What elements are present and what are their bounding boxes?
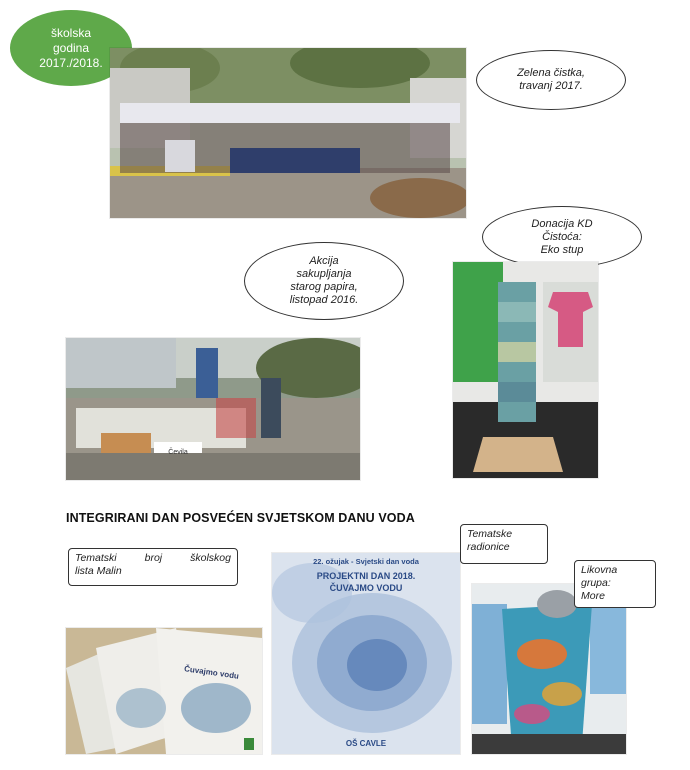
badge-line-3: 2017./2018. [39, 55, 103, 70]
art-group-photo [472, 584, 626, 754]
box-label: Čevila [168, 448, 188, 456]
callout-akcija-line-2: sakupljanja [296, 268, 352, 280]
poster-headline-2: ČUVAJMO VODU [329, 583, 403, 593]
label-radionice-line-1: Tematske [467, 528, 513, 540]
badge-line-2: godina [52, 40, 90, 55]
callout-zelena-line-2: travanj 2017. [519, 80, 583, 92]
label-tematski-line-1 [75, 552, 231, 565]
label-tematski-word-2: broj [144, 552, 163, 564]
badge-line-1: školska [50, 25, 91, 40]
group-photo-image [110, 48, 466, 218]
callout-zelena-line-1: Zelena čistka, [517, 67, 585, 79]
label-likovna-line-3: More [581, 590, 605, 602]
label-likovna-grupa [574, 560, 656, 608]
callout-akcija-line-3: starog papira, [290, 281, 358, 293]
poster-footer: OŠ CAVLE [345, 739, 387, 748]
callout-akcija-line-4: listopad 2016. [289, 294, 359, 306]
callout-donacija [482, 206, 642, 268]
art-group-image [472, 584, 626, 754]
cover-title: Čuvajmo vodu [183, 664, 240, 681]
magazine-covers-photo [66, 628, 262, 754]
eco-pillar-image [453, 262, 598, 478]
label-tematski-word-1: Tematski [75, 552, 117, 564]
callout-akcija-line-1: Akcija [309, 255, 339, 267]
callout-donacija-line-2: Čistoća: [542, 230, 582, 243]
label-likovna-line-1: Likovna [581, 564, 618, 576]
section-heading: INTEGRIRANI DAN POSVEĆEN SVJETSKOM DANU VODA [66, 511, 415, 525]
callout-donacija-line-3: Eko stup [540, 243, 584, 256]
callout-donacija-line-1: Donacija KD [531, 217, 593, 230]
label-tematski-word-3: školskog [190, 552, 231, 564]
group-photo [110, 48, 466, 218]
label-tematski-line-2: lista Malin [75, 565, 122, 577]
label-radionice-line-2: radionice [467, 541, 510, 553]
poster-headline-1: PROJEKTNI DAN 2018. [316, 571, 416, 581]
label-likovna-line-2: grupa: [581, 577, 611, 589]
label-tematske-radionice [460, 524, 548, 564]
callout-akcija [244, 242, 404, 320]
world-water-day-poster [272, 553, 460, 754]
magazine-covers-image [66, 628, 262, 754]
eco-pillar-photo [453, 262, 598, 478]
callout-zelena-cistka [476, 50, 626, 110]
label-tematski-broj [68, 548, 238, 586]
paper-collection-image [66, 338, 360, 480]
paper-collection-photo [66, 338, 360, 480]
poster-title-line: 22. ožujak - Svjetski dan voda [313, 557, 419, 566]
